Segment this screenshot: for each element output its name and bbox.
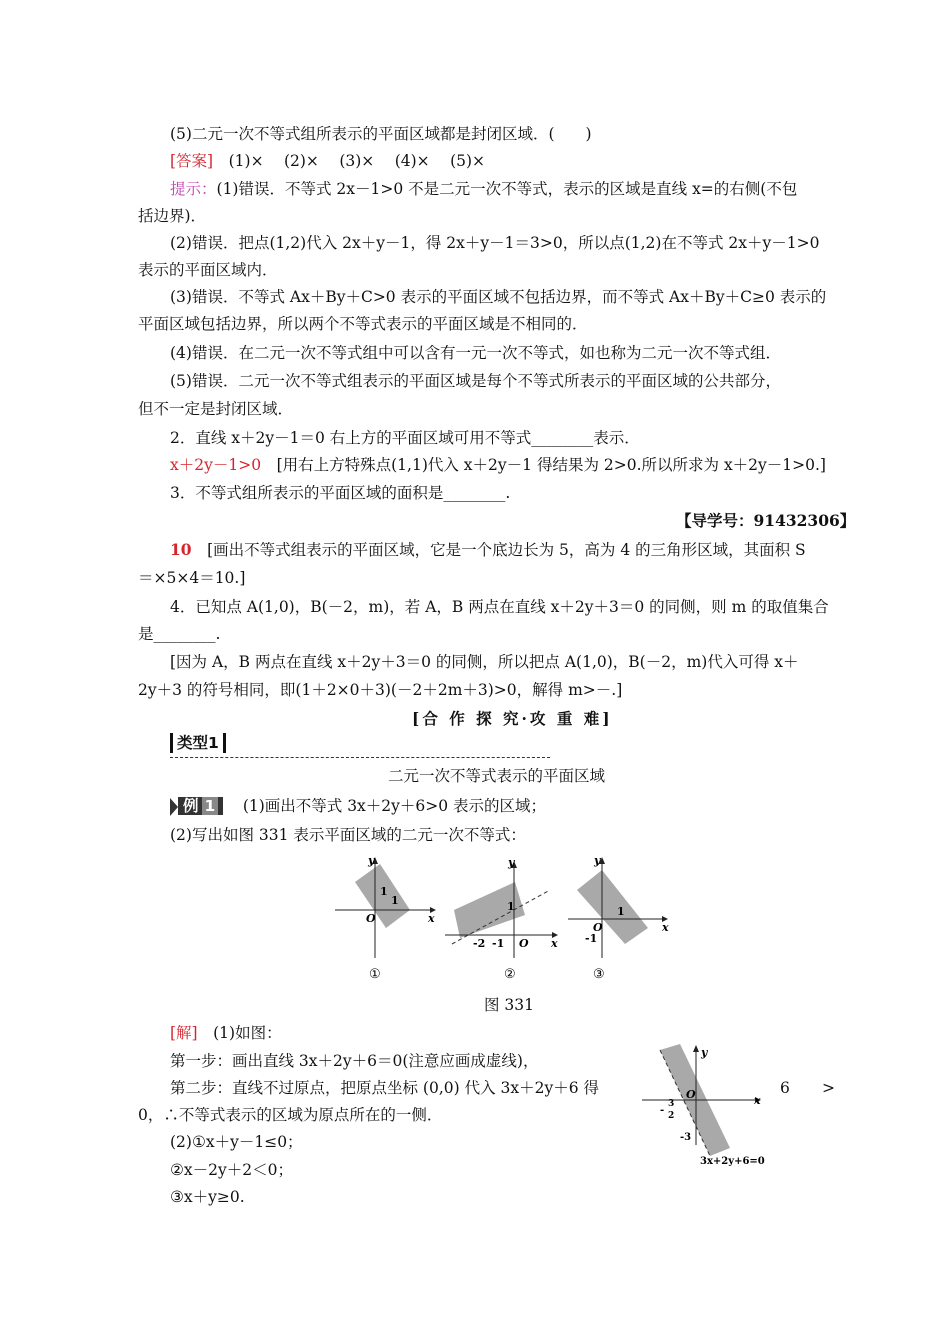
- step-2-cont: 0，∴不等式表示的区域为原点所在的一侧．: [138, 1106, 443, 1124]
- solution-figure-line-label: 3x+2y+6=0: [700, 1156, 765, 1167]
- figure-1-tick-x: 1: [391, 894, 399, 907]
- hint-2-cont: 表示的平面区域内．: [138, 261, 278, 279]
- section-heading: [合 作 探 究·攻 重 难]: [412, 709, 613, 728]
- question-3: 3．不等式组所表示的平面区域的面积是________.: [170, 484, 511, 502]
- figure-1-origin: O: [366, 912, 376, 925]
- guide-number: 【导学号：91432306】: [676, 511, 856, 530]
- solution-2-2: ②x－2y＋2＜0；: [170, 1161, 293, 1179]
- solution-figure-y-arrow-icon: [693, 1045, 699, 1052]
- solution-figure-origin: O: [686, 1088, 696, 1101]
- solution-figure-tick-den: 2: [668, 1111, 675, 1121]
- figure-1-tick-y: 1: [380, 885, 388, 898]
- example-2: (2)写出如图 331 表示平面区域的二元一次不等式：: [170, 826, 526, 844]
- step-1: 第一步：画出直线 3x＋2y＋6＝0(注意应画成虚线)，: [170, 1052, 539, 1070]
- hint-2: (2)错误．把点(1,2)代入 2x＋y－1，得 2x＋y－1＝3>0，所以点(1,2)在不等式 2x＋y－1>0: [170, 234, 820, 252]
- solution-2-3: ③x＋y≥0.: [170, 1188, 245, 1206]
- question-5: (5)二元一次不等式组所表示的平面区域都是封闭区域．( ): [170, 125, 592, 143]
- answer-3-body: [画出不等式组表示的平面区域，它是一个底边长为 5，高为 4 的三角形区域，其面积 S: [191, 541, 806, 559]
- question-4-cont: 是________.: [138, 625, 221, 643]
- figure-2: [445, 856, 558, 982]
- example-1: [170, 795, 546, 817]
- solution-figure-tick-neg3: -3: [680, 1132, 692, 1143]
- solution-figure-tick-num: 3: [668, 1099, 675, 1109]
- answer-line: [170, 150, 485, 172]
- figure-3-origin: O: [593, 921, 603, 934]
- step-2-tail-6: 6: [780, 1079, 790, 1097]
- hint-1-text: (1)错误．不等式 2x－1>0 不是二元一次不等式，表示的区域是直线 x=的右侧(不包: [216, 180, 798, 198]
- figure-2-label: ②: [504, 967, 516, 982]
- figure-2-tick-neg2: -2: [473, 937, 486, 950]
- figure-331: [330, 852, 680, 987]
- figure-1-label: ①: [369, 967, 381, 982]
- solution-1-text: (1)如图：: [197, 1024, 282, 1042]
- figure-3-tick-y: -1: [585, 932, 598, 945]
- solution-figure-y-label: y: [701, 1046, 708, 1059]
- figure-1-x-label: x: [428, 912, 435, 925]
- answer-tag: [答案]: [170, 152, 214, 170]
- figure-caption: 图 331: [484, 996, 535, 1014]
- hint-5-cont: 但不一定是封闭区域．: [138, 400, 294, 418]
- example-1-text: (1)画出不等式 3x＋2y＋6>0 表示的区域；: [227, 797, 547, 815]
- question-4: 4．已知点 A(1,0)，B(－2，m)，若 A，B 两点在直线 x＋2y＋3＝0 的同侧，则 m 的取值集合: [170, 598, 829, 616]
- step-2-tail-gt: >: [822, 1079, 835, 1097]
- step-2: 第二步：直线不过原点，把原点坐标 (0,0) 代入 3x＋2y＋6 得: [170, 1079, 600, 1097]
- figure-2-origin: O: [519, 937, 529, 950]
- figure-3-label: ③: [593, 967, 605, 982]
- answer-3-cont: ＝×5×4＝10.]: [138, 569, 246, 587]
- example-marker-icon: [170, 798, 178, 816]
- question-2: 2．直线 x＋2y－1＝0 右上方的平面区域可用不等式________表示．: [170, 429, 640, 447]
- hint-1: [170, 178, 797, 200]
- figure-2-tick-neg1: -1: [492, 937, 505, 950]
- figure-1: [335, 854, 436, 982]
- answer-body: (1)× (2)× (3)× (4)× (5)×: [213, 152, 486, 170]
- solution-figure: [640, 1040, 780, 1170]
- answer-2-body: [用右上方特殊点(1,1)代入 x＋2y－1 得结果为 2>0.所以所求为 x＋2y－1>0.]: [261, 456, 826, 474]
- answer-2-value: x＋2y－1>0: [170, 456, 262, 474]
- figure-3-x-label: x: [662, 921, 669, 934]
- solution-figure-tick-minus: -: [660, 1105, 665, 1116]
- figure-3-y-label: y: [594, 854, 601, 867]
- example-badge: [178, 797, 223, 815]
- hint-3-cont: 平面区域包括边界，所以两个不等式表示的平面区域是不相同的．: [138, 315, 588, 333]
- answer-3-value: 10: [170, 540, 192, 559]
- solution-2-1: (2)①x＋y－1≤0；: [170, 1133, 303, 1151]
- solution-figure-x-label: x: [754, 1094, 761, 1107]
- answer-4-cont: 2y＋3 的符号相同，即(1＋2×0＋3)(－2＋2m＋3)>0，解得 m>－.]: [138, 681, 623, 699]
- type-divider: [170, 757, 550, 758]
- figure-2-tick-y: 1: [507, 900, 515, 913]
- figure-2-x-label: x: [551, 937, 558, 950]
- answer-2: [170, 454, 826, 476]
- hint-1-cont: 括边界)．: [138, 207, 207, 225]
- hint-tag: 提示：: [170, 180, 217, 198]
- hint-5: (5)错误．二元一次不等式组表示的平面区域是每个不等式所表示的平面区域的公共部分，: [170, 372, 781, 390]
- solution-tag: [解]: [170, 1024, 198, 1042]
- answer-3: [170, 539, 806, 561]
- figure-3-tick-x: 1: [617, 905, 625, 918]
- answer-4: [因为 A，B 两点在直线 x＋2y＋3＝0 的同侧，所以把点 A(1,0)，B(－2，m)代入可得 x＋: [170, 653, 799, 671]
- example-label: 例: [183, 797, 199, 815]
- topic-title: 二元一次不等式表示的平面区域: [388, 767, 606, 785]
- solution-1: [170, 1022, 282, 1044]
- figure-2-y-label: y: [508, 856, 515, 869]
- hint-3: (3)错误．不等式 Ax＋By＋C>0 表示的平面区域不包括边界，而不等式 Ax＋By＋C≥0 表示的: [170, 288, 827, 306]
- example-number: 1: [202, 797, 219, 815]
- type-label: 类型1: [170, 733, 226, 753]
- hint-4: (4)错误．在二元一次不等式组中可以含有一元一次不等式，如也称为二元一次不等式组．: [170, 344, 781, 362]
- figure-1-y-label: y: [368, 854, 375, 867]
- figure-3: [568, 854, 669, 982]
